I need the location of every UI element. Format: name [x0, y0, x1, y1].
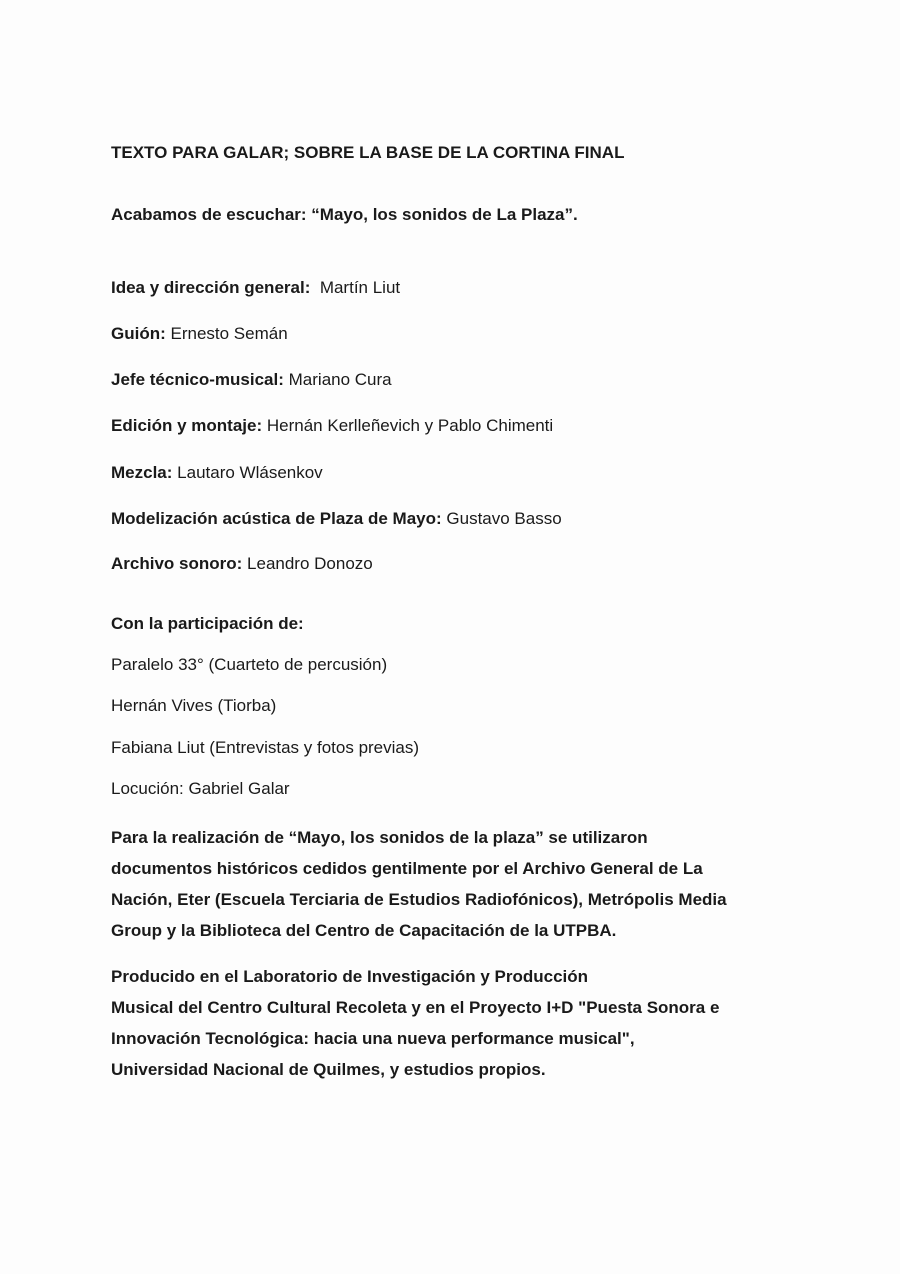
participation-heading: Con la participación de:	[111, 614, 304, 633]
paragraph-line: Musical del Centro Cultural Recoleta y en el Proyecto I+D "Puesta Sonora e	[111, 998, 720, 1017]
credit-line	[111, 277, 400, 299]
credit-role: Idea y dirección general:	[111, 278, 311, 297]
paragraph-line: Innovación Tecnológica: hacia una nueva performance musical",	[111, 1029, 635, 1048]
credit-name: Lautaro Wlásenkov	[177, 463, 323, 482]
paragraph-line: Group y la Biblioteca del Centro de Capacitación de la UTPBA.	[111, 921, 617, 940]
credit-name: Gustavo Basso	[446, 509, 562, 528]
credit-role: Guión:	[111, 324, 166, 343]
credit-name: Mariano Cura	[288, 370, 392, 389]
credit-name: Ernesto Semán	[170, 324, 288, 343]
paragraph-line: Universidad Nacional de Quilmes, y estudios propios.	[111, 1060, 546, 1079]
credit-role: Modelización acústica de Plaza de Mayo:	[111, 509, 442, 528]
credit-line	[111, 369, 392, 391]
document-title: TEXTO PARA GALAR; SOBRE LA BASE DE LA CORTINA FINAL	[111, 143, 625, 162]
credit-role: Jefe técnico-musical:	[111, 370, 284, 389]
credit-line	[111, 553, 373, 575]
intro-line: Acabamos de escuchar: “Mayo, los sonidos de La Plaza”.	[111, 205, 578, 224]
credit-line	[111, 415, 553, 437]
participant-line: Hernán Vives (Tiorba)	[111, 696, 277, 715]
credit-role: Edición y montaje:	[111, 416, 263, 435]
paragraph-line: Para la realización de “Mayo, los sonidos de la plaza” se utilizaron	[111, 828, 648, 847]
paragraph-line: Nación, Eter (Escuela Terciaria de Estudios Radiofónicos), Metrópolis Media	[111, 890, 727, 909]
paragraph-line: Producido en el Laboratorio de Investigación y Producción	[111, 967, 589, 986]
production-paragraph	[111, 961, 791, 1085]
credit-role: Archivo sonoro:	[111, 554, 243, 573]
credit-line	[111, 462, 323, 484]
credit-line	[111, 508, 562, 530]
participant-line: Fabiana Liut (Entrevistas y fotos previas)	[111, 738, 420, 757]
participant-line: Locución: Gabriel Galar	[111, 779, 290, 798]
credit-name: Hernán Kerlleñevich y Pablo Chimenti	[266, 416, 554, 435]
credit-role: Mezcla:	[111, 463, 173, 482]
acknowledgements-paragraph	[111, 822, 791, 946]
participant-line: Paralelo 33° (Cuarteto de percusión)	[111, 655, 388, 674]
paragraph-line: documentos históricos cedidos gentilmente por el Archivo General de La	[111, 859, 703, 878]
credit-name: Martín Liut	[319, 278, 401, 297]
credit-name: Leandro Donozo	[247, 554, 373, 573]
credit-line	[111, 323, 288, 345]
